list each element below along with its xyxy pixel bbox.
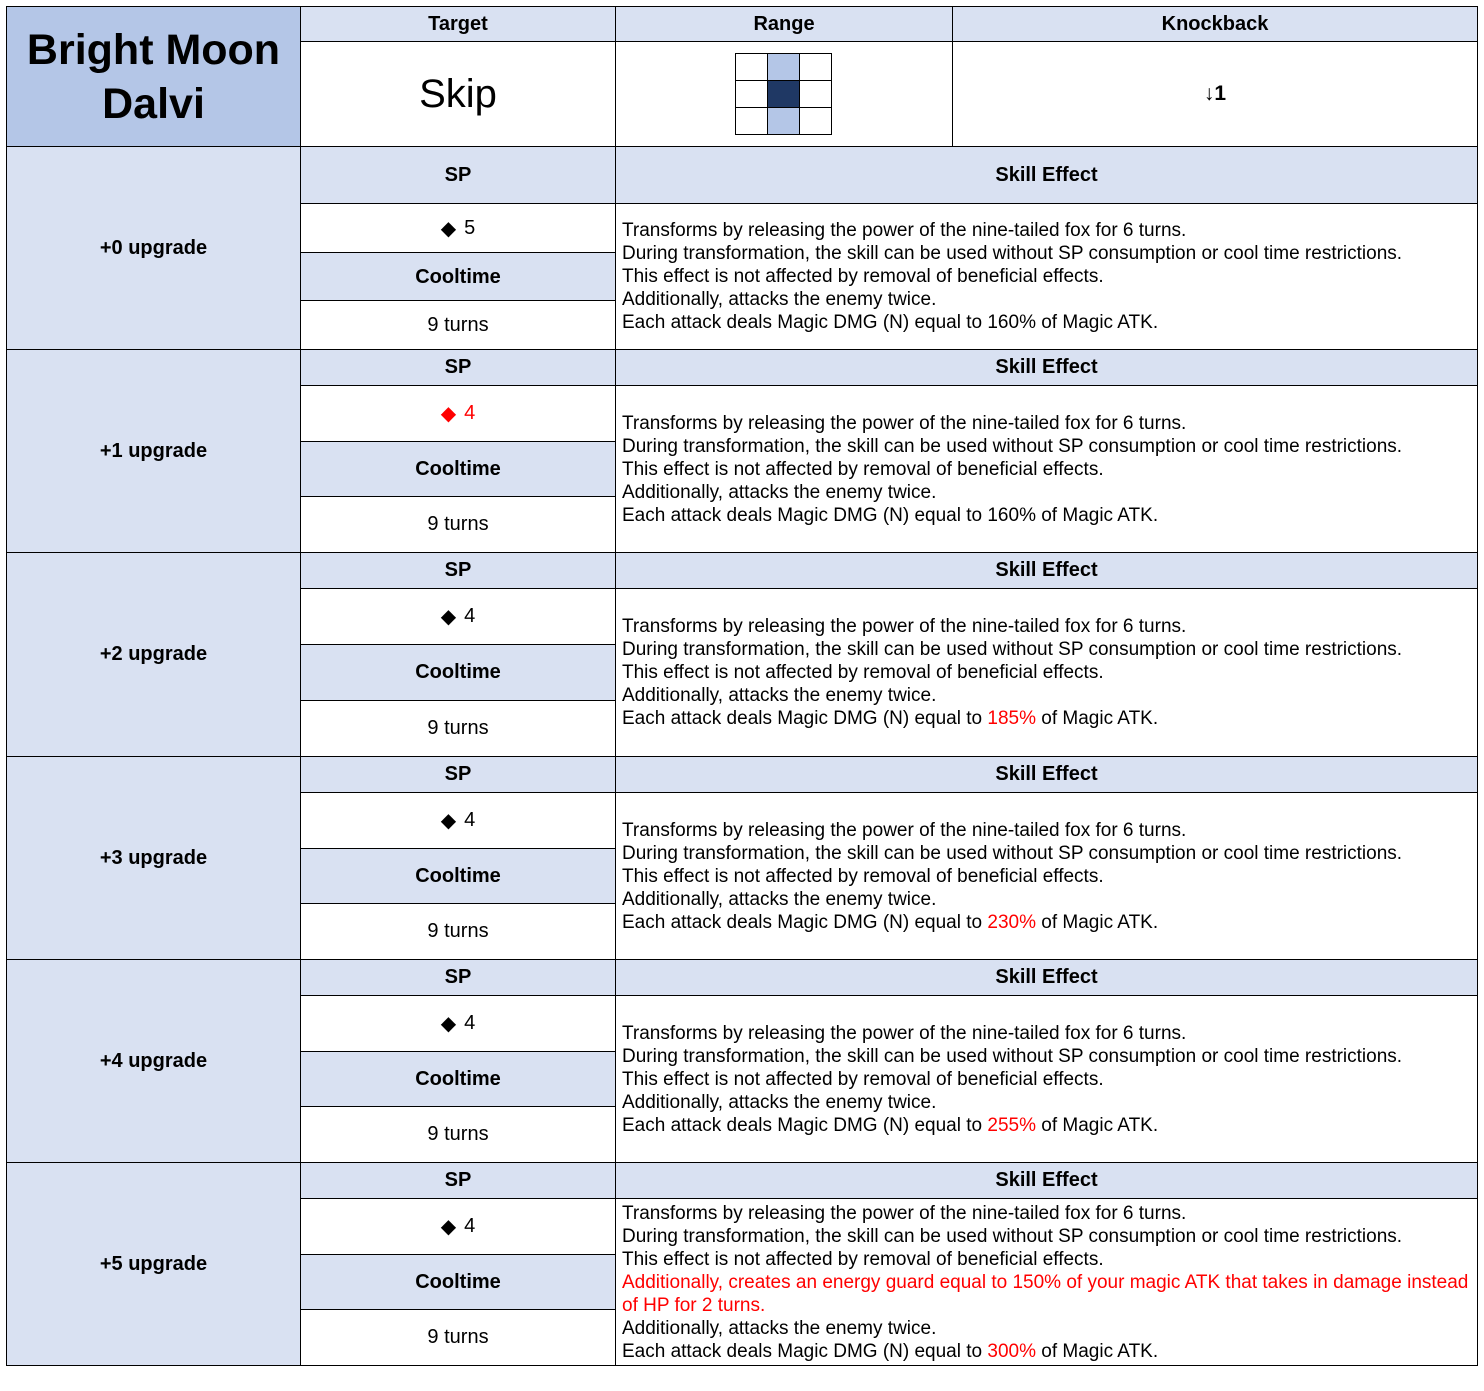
effect-line (622, 481, 1471, 504)
effect-text: Additionally, attacks the enemy twice. (622, 685, 937, 706)
effect-line (622, 819, 1471, 842)
sp-diamond-icon: ◆ (440, 810, 457, 832)
sp-value: 4 (464, 1215, 476, 1237)
effect-line (622, 1114, 1471, 1137)
skill-effect-lines (622, 615, 1471, 730)
effect-line (622, 265, 1471, 288)
cooltime-value: 9 turns (300, 1309, 616, 1366)
effect-text: During transformation, the skill can be used without SP consumption or cool time restrictions. (622, 1225, 1403, 1247)
effect-line (622, 288, 1471, 311)
effect-line (622, 1248, 1471, 1271)
sp-value: 4 (464, 1012, 476, 1034)
skill-effect-header: Skill Effect (615, 756, 1478, 793)
effect-line (622, 888, 1471, 911)
skill-effect-header: Skill Effect (615, 146, 1478, 204)
effect-text: Each attack deals Magic DMG (N) equal to 160% of Magic ATK. (622, 312, 1159, 333)
range-cell-empty (799, 107, 832, 135)
effect-line (622, 615, 1471, 638)
effect-highlight-value: 230% (987, 911, 1036, 933)
effect-line (622, 1045, 1471, 1068)
effect-text: Each attack deals Magic DMG (N) equal to (622, 911, 988, 933)
effect-text: of Magic ATK. (1035, 1340, 1159, 1362)
sp-diamond-icon: ◆ (440, 1013, 457, 1035)
range-cell-light (767, 53, 800, 81)
sp-value-cell (300, 792, 616, 849)
range-cell-empty (799, 53, 832, 81)
skill-effect-text (615, 203, 1478, 350)
effect-text: Additionally, attacks the enemy twice. (622, 481, 937, 503)
effect-highlight-value: 300% (987, 1340, 1036, 1362)
sp-header: SP (300, 1162, 616, 1199)
effect-line (622, 458, 1471, 481)
upgrade-label: +5 upgrade (6, 1162, 301, 1366)
effect-text: of Magic ATK. (1035, 1114, 1159, 1136)
skill-effect-header: Skill Effect (615, 1162, 1478, 1199)
effect-text: Transforms by releasing the power of the nine-tailed fox for 6 turns. (622, 220, 1187, 241)
cooltime-value: 9 turns (300, 300, 616, 350)
effect-text: Additionally, attacks the enemy twice. (622, 888, 937, 910)
sp-diamond-icon: ◆ (440, 1216, 457, 1238)
cooltime-value: 9 turns (300, 903, 616, 960)
sp-value-cell (300, 995, 616, 1052)
skill-title-cell (6, 6, 301, 147)
knockback-value-cell (952, 41, 1478, 147)
effect-highlight-value: 255% (987, 1114, 1036, 1136)
effect-line (622, 1317, 1471, 1340)
effect-line (622, 435, 1471, 458)
skill-effect-text (615, 588, 1478, 757)
range-cell-empty (735, 80, 768, 108)
effect-line (622, 1202, 1471, 1225)
skill-effect-text (615, 792, 1478, 960)
cooltime-header: Cooltime (300, 252, 616, 302)
skill-title: Bright Moon Dalvi (26, 25, 281, 128)
range-cell-dark (767, 80, 800, 108)
range-cell-empty (735, 107, 768, 135)
range-cell-empty (735, 53, 768, 81)
cooltime-header: Cooltime (300, 848, 616, 905)
target-value-cell (300, 41, 616, 147)
effect-line (622, 1091, 1471, 1114)
effect-text: During transformation, the skill can be used without SP consumption or cool time restrictions. (622, 639, 1403, 660)
upgrade-label: +2 upgrade (6, 552, 301, 757)
effect-text: Additionally, attacks the enemy twice. (622, 1317, 937, 1339)
upgrade-label: +0 upgrade (6, 146, 301, 350)
effect-text: During transformation, the skill can be used without SP consumption or cool time restrictions. (622, 435, 1403, 457)
sp-header: SP (300, 146, 616, 204)
effect-line (622, 911, 1471, 934)
effect-text: Each attack deals Magic DMG (N) equal to (622, 708, 988, 729)
knockback-value: ↓1 (1203, 82, 1227, 105)
skill-effect-lines (622, 219, 1471, 334)
sp-value: 4 (464, 402, 476, 424)
effect-text: Transforms by releasing the power of the nine-tailed fox for 6 turns. (622, 412, 1187, 434)
sp-header: SP (300, 959, 616, 996)
effect-line (622, 842, 1471, 865)
skill-effect-header: Skill Effect (615, 959, 1478, 996)
cooltime-header: Cooltime (300, 644, 616, 701)
effect-line (622, 219, 1471, 242)
effect-text: Transforms by releasing the power of the nine-tailed fox for 6 turns. (622, 1022, 1187, 1044)
sp-value: 5 (464, 216, 476, 239)
sp-header: SP (300, 756, 616, 793)
sp-diamond-icon: ◆ (440, 403, 457, 425)
cooltime-header: Cooltime (300, 441, 616, 498)
cooltime-value: 9 turns (300, 1106, 616, 1163)
effect-highlight-value: 185% (987, 708, 1036, 729)
sp-value-cell (300, 588, 616, 645)
effect-text: Each attack deals Magic DMG (N) equal to (622, 1114, 988, 1136)
effect-text: Each attack deals Magic DMG (N) equal to (622, 1340, 988, 1362)
effect-text: of Magic ATK. (1035, 911, 1159, 933)
effect-text: Additionally, attacks the enemy twice. (622, 1091, 937, 1113)
effect-text: Transforms by releasing the power of the nine-tailed fox for 6 turns. (622, 1202, 1187, 1224)
target-header: Target (300, 6, 616, 42)
range-cell-empty (799, 80, 832, 108)
effect-text: During transformation, the skill can be used without SP consumption or cool time restrictions. (622, 243, 1403, 264)
effect-line (622, 1271, 1471, 1317)
cooltime-value: 9 turns (300, 700, 616, 757)
knockback-header: Knockback (952, 6, 1478, 42)
skill-effect-lines (622, 1202, 1471, 1363)
sp-header: SP (300, 349, 616, 386)
sp-value-cell (300, 203, 616, 253)
effect-text: This effect is not affected by removal of beneficial effects. (622, 458, 1104, 480)
effect-line (622, 1068, 1471, 1091)
effect-line (622, 1225, 1471, 1248)
effect-text: This effect is not affected by removal of beneficial effects. (622, 266, 1104, 287)
sp-header: SP (300, 552, 616, 589)
effect-line (622, 865, 1471, 888)
range-header: Range (615, 6, 953, 42)
range-cell-light (767, 107, 800, 135)
skill-effect-text (615, 1198, 1478, 1366)
skill-effect-header: Skill Effect (615, 552, 1478, 589)
effect-text: of Magic ATK. (1035, 708, 1159, 729)
cooltime-value: 9 turns (300, 496, 616, 553)
sp-value-cell (300, 1198, 616, 1255)
effect-line (622, 684, 1471, 707)
effect-line (622, 311, 1471, 334)
effect-text: During transformation, the skill can be used without SP consumption or cool time restrictions. (622, 842, 1403, 864)
effect-text: Each attack deals Magic DMG (N) equal to 160% of Magic ATK. (622, 504, 1159, 526)
effect-line (622, 638, 1471, 661)
effect-line (622, 1340, 1471, 1363)
sp-value: 4 (464, 605, 476, 627)
cooltime-header: Cooltime (300, 1254, 616, 1311)
upgrade-label: +4 upgrade (6, 959, 301, 1163)
range-cell (615, 41, 953, 147)
skill-effect-header: Skill Effect (615, 349, 1478, 386)
effect-text: This effect is not affected by removal of beneficial effects. (622, 662, 1104, 683)
cooltime-header: Cooltime (300, 1051, 616, 1108)
sp-value: 4 (464, 809, 476, 831)
skill-effect-text (615, 385, 1478, 553)
skill-effect-lines (622, 1022, 1471, 1137)
upgrade-label: +1 upgrade (6, 349, 301, 553)
skill-effect-lines (622, 412, 1471, 527)
effect-text: Transforms by releasing the power of the nine-tailed fox for 6 turns. (622, 616, 1187, 637)
effect-line (622, 412, 1471, 435)
effect-line (622, 1022, 1471, 1045)
sp-diamond-icon: ◆ (440, 606, 457, 628)
upgrade-label: +3 upgrade (6, 756, 301, 960)
target-value: Skip (419, 71, 497, 116)
effect-text: Transforms by releasing the power of the nine-tailed fox for 6 turns. (622, 819, 1187, 841)
effect-line (622, 661, 1471, 684)
skill-effect-lines (622, 819, 1471, 934)
effect-text: This effect is not affected by removal of beneficial effects. (622, 1248, 1104, 1270)
effect-line (622, 242, 1471, 265)
effect-line (622, 707, 1471, 730)
sp-value-cell (300, 385, 616, 442)
effect-text: During transformation, the skill can be used without SP consumption or cool time restrictions. (622, 1045, 1403, 1067)
effect-text: This effect is not affected by removal of beneficial effects. (622, 865, 1104, 887)
effect-text: This effect is not affected by removal of beneficial effects. (622, 1068, 1104, 1090)
skill-effect-text (615, 995, 1478, 1163)
effect-text: Additionally, attacks the enemy twice. (622, 289, 937, 310)
effect-line (622, 504, 1471, 527)
sp-diamond-icon: ◆ (440, 217, 457, 240)
effect-highlight-text: Additionally, creates an energy guard equal to 150% of your magic ATK that takes in damage instead of HP for 2 turns. (622, 1271, 1469, 1316)
range-grid (736, 54, 832, 135)
